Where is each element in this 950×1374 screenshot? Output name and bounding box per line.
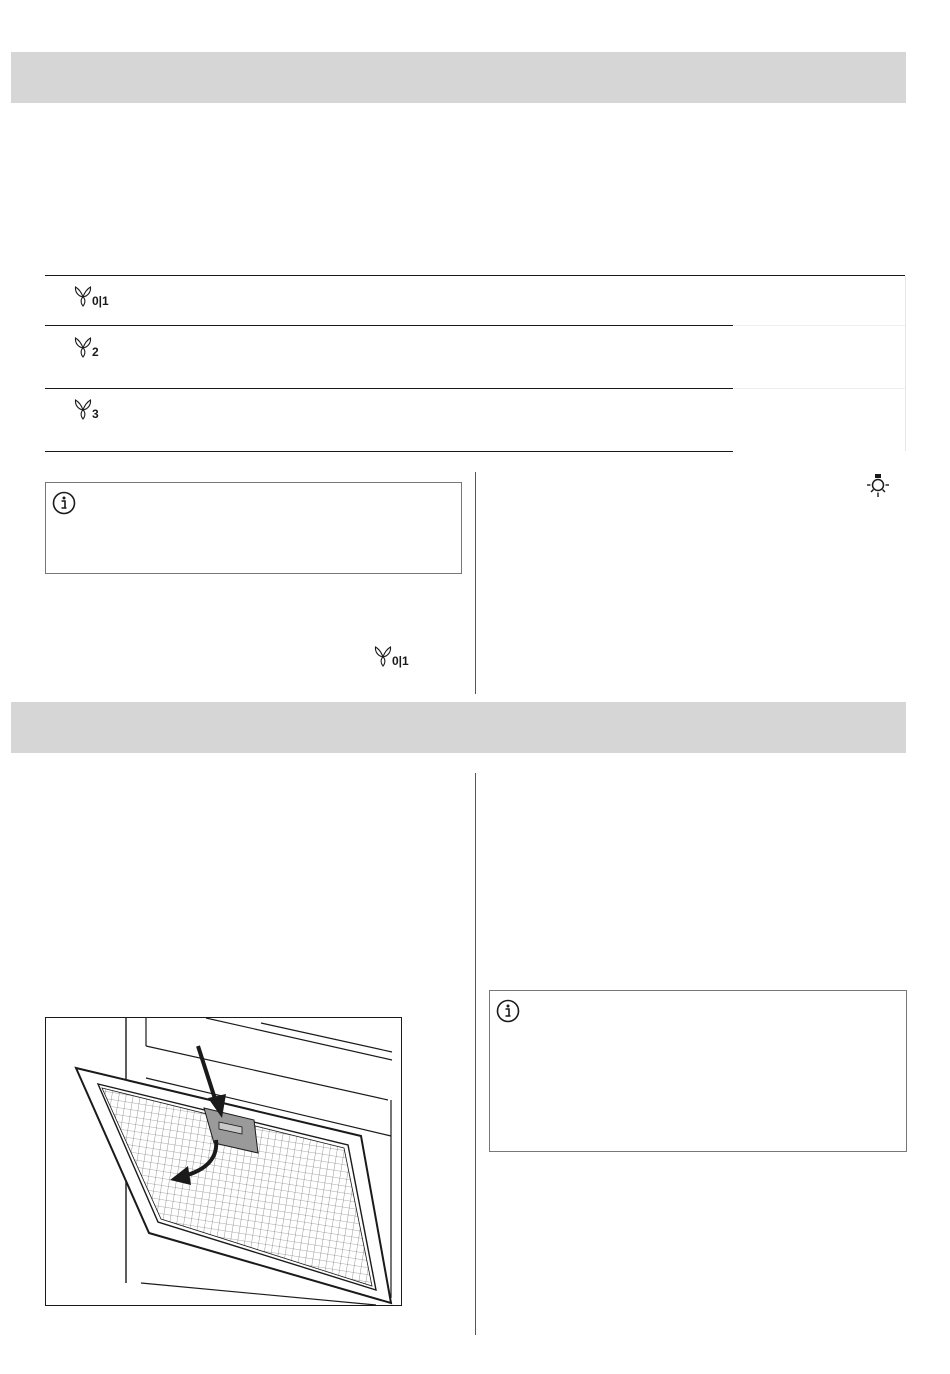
fan-speed-off-indicator: [374, 645, 409, 667]
table-rule: [45, 388, 733, 389]
speed-label: 3: [92, 407, 99, 421]
table-rule: [45, 325, 733, 326]
table-edge: [905, 276, 906, 451]
info-icon: [52, 491, 76, 515]
fan-icon: [74, 398, 92, 420]
speed-label: 0|1: [92, 294, 109, 308]
grease-filter-illustration: [45, 1017, 402, 1306]
light-bulb-icon: [865, 472, 891, 500]
table-faint-rule: [734, 388, 905, 389]
info-icon: [496, 999, 520, 1023]
table-rule-top: [45, 275, 905, 276]
table-rule-bottom: [45, 451, 733, 452]
fan-icon: [374, 645, 392, 667]
column-divider: [475, 472, 476, 694]
filter-removal-diagram: [46, 1018, 401, 1305]
info-note-box: [489, 990, 907, 1152]
fan-icon: [74, 336, 92, 358]
table-faint-rule: [734, 325, 905, 326]
column-divider: [475, 773, 476, 1335]
section-header-band-top: [11, 52, 906, 103]
table-row-speed-3: [74, 398, 99, 420]
table-row-speed-1: [74, 285, 109, 307]
info-note-box: [45, 482, 462, 574]
section-header-band-bottom: [11, 702, 906, 753]
table-row-speed-2: [74, 336, 99, 358]
speed-label: 2: [92, 345, 99, 359]
fan-icon: [74, 285, 92, 307]
speed-label: 0|1: [392, 654, 409, 668]
